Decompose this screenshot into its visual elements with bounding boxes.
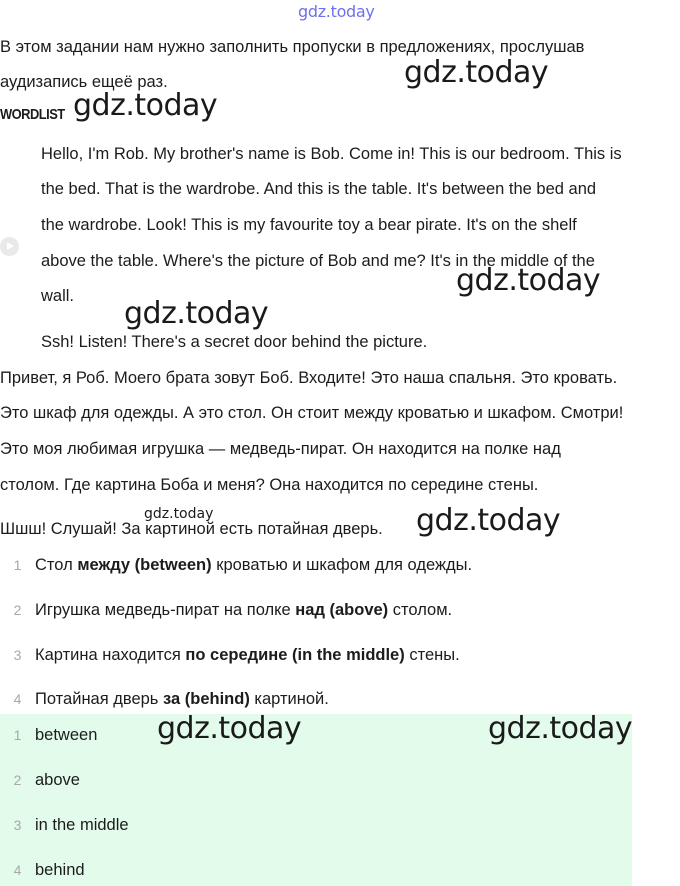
item-number: 2 [13, 602, 22, 618]
sentence-before: Игрушка медведь-пират на полке [35, 601, 296, 619]
sentence-before: Картина находится [35, 646, 186, 664]
item-number: 3 [13, 817, 22, 833]
answer-item [0, 770, 80, 790]
wordlist-label: WORDLIST [0, 106, 65, 123]
english-line-2: the bed. That is the wardrobe. And this is the table. It's between the bed and [41, 180, 597, 198]
item-number: 3 [13, 647, 22, 663]
sentence-after: картиной. [249, 690, 329, 708]
english-line-3: the wardrobe. Look! This is my favourite toy a bear pirate. It's on the shelf [41, 216, 577, 234]
watermark: gdz.today [404, 55, 549, 90]
sentence-answer: за (behind) [163, 690, 250, 708]
sentence-answer: над (above) [295, 601, 389, 619]
sentence-before: Потайная дверь [35, 690, 163, 708]
sentence-item [0, 600, 452, 620]
russian-line-5: Шшш! Слушай! За картиной есть потайная дверь. [0, 520, 383, 538]
answer-item [0, 815, 129, 835]
sentence-after: столом. [388, 601, 453, 619]
item-number: 1 [13, 557, 22, 573]
sentence-answer: между (between) [77, 556, 212, 574]
watermark: gdz.today [124, 296, 269, 331]
intro-line-2: аудизапись ещеё раз. [0, 73, 168, 91]
sentence-item [0, 689, 329, 709]
item-number: 1 [13, 727, 22, 743]
english-line-5: wall. [41, 287, 75, 305]
russian-line-2: Это шкаф для одежды. А это стол. Он стоит между кроватью и шкафом. Смотри! [0, 404, 624, 422]
answer-text: in the middle [35, 816, 129, 834]
watermark: gdz.today [416, 503, 561, 538]
item-number: 4 [13, 691, 22, 707]
watermark: gdz.today [488, 711, 633, 746]
watermark-top: gdz.today [298, 2, 375, 21]
answer-item [0, 725, 97, 745]
english-line-6: Ssh! Listen! There's a secret door behind the picture. [41, 333, 428, 351]
play-icon[interactable] [0, 237, 19, 256]
intro-line-1: В этом задании нам нужно заполнить пропуски в предложениях, прослушав [0, 38, 585, 56]
watermark-small: gdz.today [144, 506, 214, 522]
watermark: gdz.today [73, 88, 218, 123]
english-line-4: above the table. Where's the picture of Bob and me? It's in the middle of the [41, 252, 595, 270]
sentence-item [0, 555, 472, 575]
answer-text: between [35, 726, 98, 744]
sentence-answer: по середине (in the middle) [185, 646, 405, 664]
sentence-before: Стол [35, 556, 78, 574]
sentence-after: стены. [404, 646, 460, 664]
watermark: gdz.today [456, 263, 601, 298]
sentence-after: кроватью и шкафом для одежды. [211, 556, 473, 574]
russian-line-1: Привет, я Роб. Моего брата зовут Боб. Входите! Это наша спальня. Это кровать. [0, 369, 618, 387]
sentence-item [0, 645, 460, 665]
answer-text: behind [35, 861, 85, 879]
item-number: 2 [13, 772, 22, 788]
english-line-1: Hello, I'm Rob. My brother's name is Bob. Come in! This is our bedroom. This is [41, 145, 622, 163]
item-number: 4 [13, 862, 22, 878]
answer-text: above [35, 771, 80, 789]
russian-line-4: столом. Где картина Боба и меня? Она находится по середине стены. [0, 476, 539, 494]
answer-item [0, 860, 85, 880]
watermark: gdz.today [157, 711, 302, 746]
russian-line-3: Это моя любимая игрушка — медведь-пират. Он находится на полке над [0, 440, 561, 458]
